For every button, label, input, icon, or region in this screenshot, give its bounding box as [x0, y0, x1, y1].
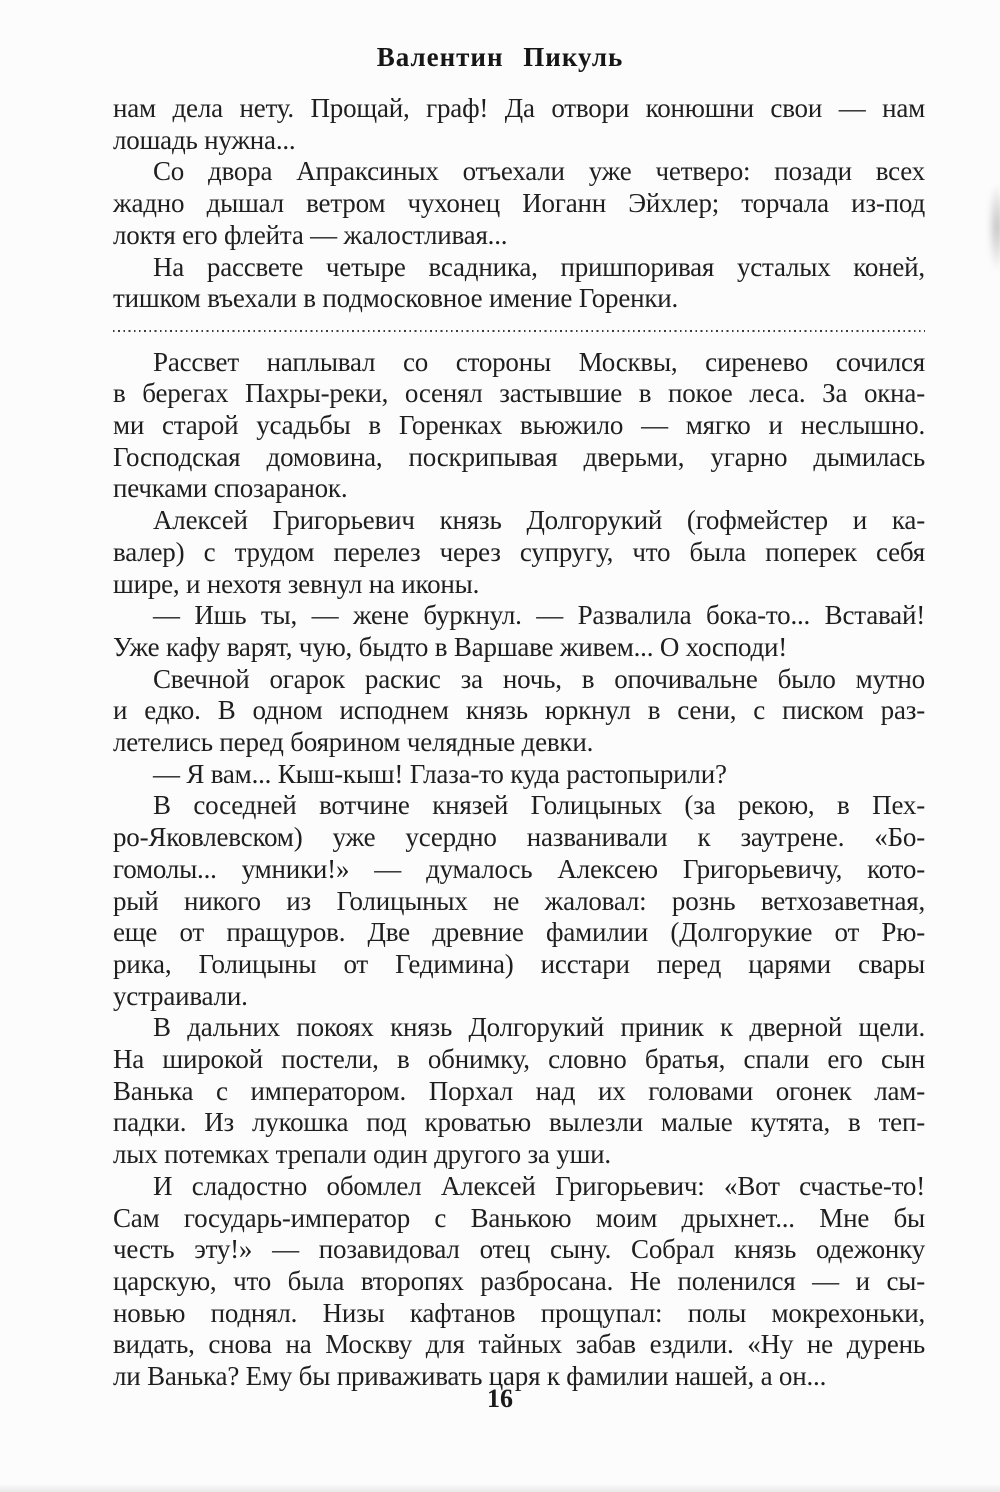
text-line: жадно дышал ветром чухонец Иоганн Эйхлер; торчала из-под [113, 188, 925, 219]
text-line: новью поднял. Низы кафтанов прощупал: полы мокрехоньки, [113, 1297, 925, 1328]
paragraph [113, 1171, 925, 1393]
text-line: видать, снова на Москву для тайных забав ездили. «Ну не дурень [113, 1329, 925, 1360]
text-line: — Я вам... Кыш-кыш! Глаза-то куда растопырили? [153, 758, 727, 789]
text-line: В соседней вотчине князей Голицыных (за рекою, в Пех- [153, 790, 925, 821]
text-line: лошадь нужна... [113, 124, 296, 155]
text-line: рый никого из Голицыных не жаловал: рознь ветхозаветная, [113, 885, 925, 916]
text-line: локтя его флейта — жалостливая... [113, 219, 508, 250]
text-line: царскую, что была второпях разбросана. Не поленился — и сы- [113, 1266, 925, 1296]
text-line: Алексей Григорьевич князь Долгорукий (гофмейстер и ка- [153, 505, 925, 536]
paragraph [113, 156, 925, 251]
page-number: 16 [487, 1384, 513, 1413]
paragraph [113, 759, 925, 791]
text-line: лых потемках трепали один другого за уши. [113, 1139, 611, 1170]
paragraph [113, 600, 925, 663]
scan-edge-shade [0, 1484, 1000, 1492]
text-block [113, 93, 925, 1393]
paragraph [113, 1012, 925, 1171]
running-header: Валентин Пикуль [376, 42, 624, 72]
text-line: Ванька с императором. Порхал над их головами огонек лам- [113, 1075, 925, 1106]
section-separator [113, 315, 925, 347]
text-line: ли Ванька? Ему бы приваживать царя к фамилии нашей, а он... [113, 1361, 827, 1392]
text-line: На рассвете четыре всадника, пришпоривая усталых коней, [153, 251, 925, 282]
text-line: печками спозаранок. [113, 473, 348, 504]
text-line: валер) с трудом перелез через супругу, что была поперек себя [113, 536, 925, 567]
paragraph [113, 347, 925, 506]
text-line: — Ишь ты, — жене буркнул. — Развалила бока-то... Вставай! [153, 600, 925, 631]
text-line: ро-Яковлевском) уже усердно названивали к заутрене. «Бо- [113, 822, 925, 853]
text-line: ми старой усадьбы в Горенках вьюжило — мягко и неслышно. [113, 410, 925, 441]
scan-smudge [988, 183, 1000, 271]
text-line: Свечной огарок раскис за ночь, в опочивальне было мутно [153, 663, 925, 694]
text-line: устраивали. [113, 980, 248, 1011]
text-line: в берегах Пахры-реки, осенял застывшие в покое леса. За окна- [113, 378, 925, 409]
text-line: Господская домовина, поскрипывая дверьми, угарно дымилась [113, 441, 925, 472]
paragraph [113, 505, 925, 600]
text-line: Рассвет наплывал со стороны Москвы, сиренево сочился [153, 346, 925, 377]
text-line: тишком въехали в подмосковное имение Горенки. [113, 283, 679, 314]
text-line: гомолы... умники!» — думалось Алексею Григорьевичу, кото- [113, 853, 925, 884]
text-line: И сладостно обомлел Алексей Григорьевич: «Вот счастье-то! [153, 1170, 925, 1201]
text-line: Сам государь-император с Ванькою моим дрыхнет... Мне бы [113, 1202, 925, 1233]
text-line: нам дела нету. Прощай, граф! Да отвори конюшни свои — нам [113, 93, 925, 123]
text-line: рика, Голицыны от Гедимина) исстари перед царями свары [113, 948, 925, 979]
text-line: В дальних покоях князь Долгорукий приник к дверной щели. [153, 1012, 925, 1043]
text-line: летелись перед боярином челядные девки. [113, 727, 594, 758]
paragraph [113, 664, 925, 759]
text-line: еще от пращуров. Две древние фамилии (Долгорукие от Рю- [113, 917, 925, 948]
text-line: честь эту!» — позавидовал отец сыну. Собрал князь одежонку [113, 1234, 925, 1265]
text-line: Со двора Апраксиных отъехали уже четверо: позади всех [153, 156, 925, 187]
text-line: падки. Из лукошка под кроватью вылезли малые кутята, в теп- [113, 1107, 925, 1138]
text-line: Уже кафу варят, чую, быдто в Варшаве живем... О хосподи! [113, 631, 788, 662]
dotted-line [113, 330, 925, 332]
paragraph [113, 790, 925, 1012]
text-line: и едко. В одном исподнем князь юркнул в сени, с писком раз- [113, 695, 925, 726]
paragraph [113, 252, 925, 315]
text-line: шире, и нехотя зевнул на иконы. [113, 568, 480, 599]
text-line: На широкой постели, в обнимку, словно братья, спали его сын [113, 1044, 925, 1075]
paragraph [113, 93, 925, 156]
